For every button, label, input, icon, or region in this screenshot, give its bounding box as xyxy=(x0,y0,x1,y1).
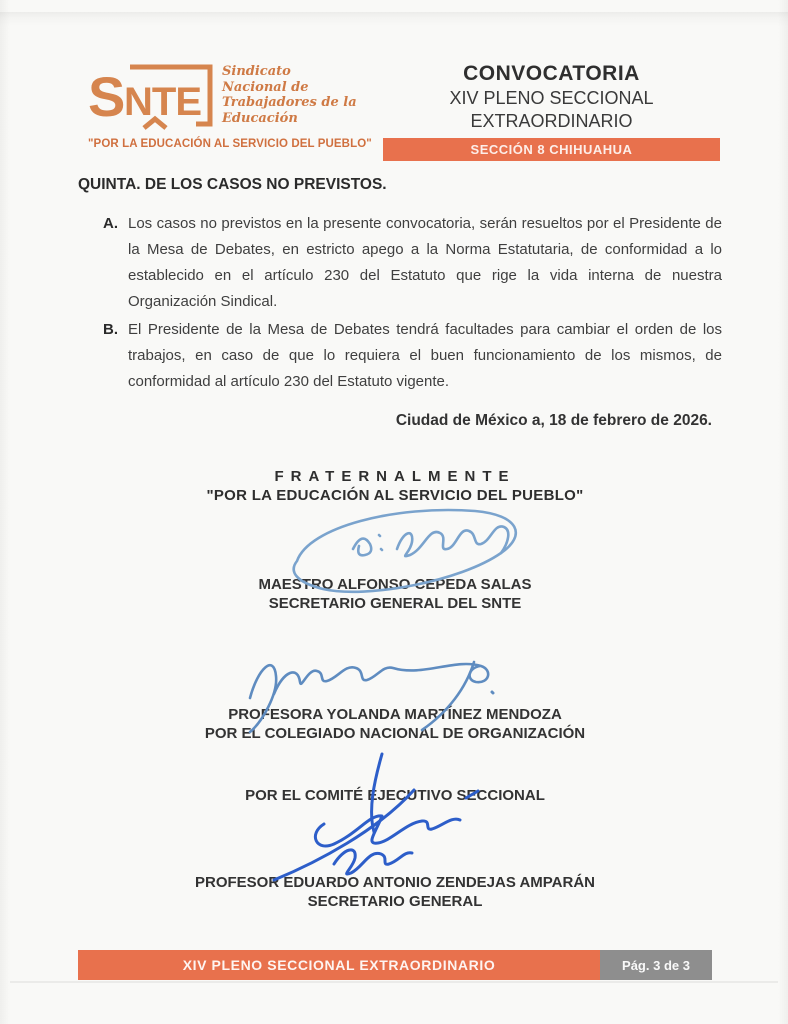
scan-edge xyxy=(0,0,10,1024)
dateline: Ciudad de México a, 18 de febrero de 2026. xyxy=(395,412,712,429)
signatory-2 xyxy=(78,706,712,743)
logo-org-name: Sindicato Nacional de Trabajadores de la Educación xyxy=(222,64,357,126)
footer-banner: XIV PLENO SECCIONAL EXTRAORDINARIO xyxy=(78,950,600,980)
logo-tagline: "POR LA EDUCACIÓN AL SERVICIO DEL PUEBLO" xyxy=(88,138,372,150)
scan-edge xyxy=(10,981,778,983)
clause-b xyxy=(103,317,723,395)
fraternal-line: FRATERNALMENTE xyxy=(274,468,516,485)
title-extraordinario: EXTRAORDINARIO xyxy=(470,111,633,131)
footer-bar xyxy=(78,950,712,980)
clause-a-text: Los casos no previstos en la presente convocatoria, serán resueltos por el Presidente de la Mesa de Debates, en estricto apego a la Norma Estatutaria, de conformidad a lo establecido en el artículo 230 del Estatuto que rige la vida interna de nuestra Organización Sindical. xyxy=(128,215,722,310)
motto-line: "POR LA EDUCACIÓN AL SERVICIO DEL PUEBLO" xyxy=(206,487,584,504)
signature-zendejas xyxy=(262,752,502,884)
title-pleno: XIV PLENO SECCIONAL xyxy=(449,88,654,108)
signatory-2-name: PROFESORA YOLANDA MARTÍNEZ MENDOZA xyxy=(228,706,562,723)
signatory-1-title: SECRETARIO GENERAL DEL SNTE xyxy=(268,594,522,612)
document-title-block xyxy=(383,62,720,161)
svg-text:S: S xyxy=(88,65,126,128)
signatory-1-name: MAESTRO ALFONSO CEPEDA SALAS xyxy=(258,576,532,593)
clause-b-text: El Presidente de la Mesa de Debates tendrá facultades para cambiar el orden de los trabajos, en caso de que lo requiera el buen funcionamiento de los mismos, de conformidad al artículo 230 del Estatuto vigente. xyxy=(128,321,722,390)
signatory-2-title: POR EL COLEGIADO NACIONAL DE ORGANIZACIÓN xyxy=(204,724,586,742)
comite-heading: POR EL COMITÉ EJECUTIVO SECCIONAL xyxy=(245,787,545,804)
clause-a xyxy=(103,211,723,315)
scan-edge xyxy=(778,0,788,1024)
snte-logo-icon xyxy=(88,62,218,134)
scan-edge xyxy=(0,12,788,26)
section-heading: QUINTA. DE LOS CASOS NO PREVISTOS. xyxy=(78,176,387,193)
clause-b-label: B. xyxy=(103,321,118,338)
signatory-3-title: SECRETARIO GENERAL xyxy=(307,892,483,910)
signatory-1 xyxy=(78,576,712,613)
signatory-3-name: PROFESOR EDUARDO ANTONIO ZENDEJAS AMPARÁN xyxy=(194,874,596,891)
section-banner: SECCIÓN 8 CHIHUAHUA xyxy=(383,138,720,161)
clause-a-label: A. xyxy=(103,215,118,232)
footer-page-number: Pág. 3 de 3 xyxy=(600,950,712,980)
title-convocatoria: CONVOCATORIA xyxy=(463,62,640,85)
signatory-3 xyxy=(78,874,712,911)
svg-text:NTE: NTE xyxy=(124,80,201,124)
